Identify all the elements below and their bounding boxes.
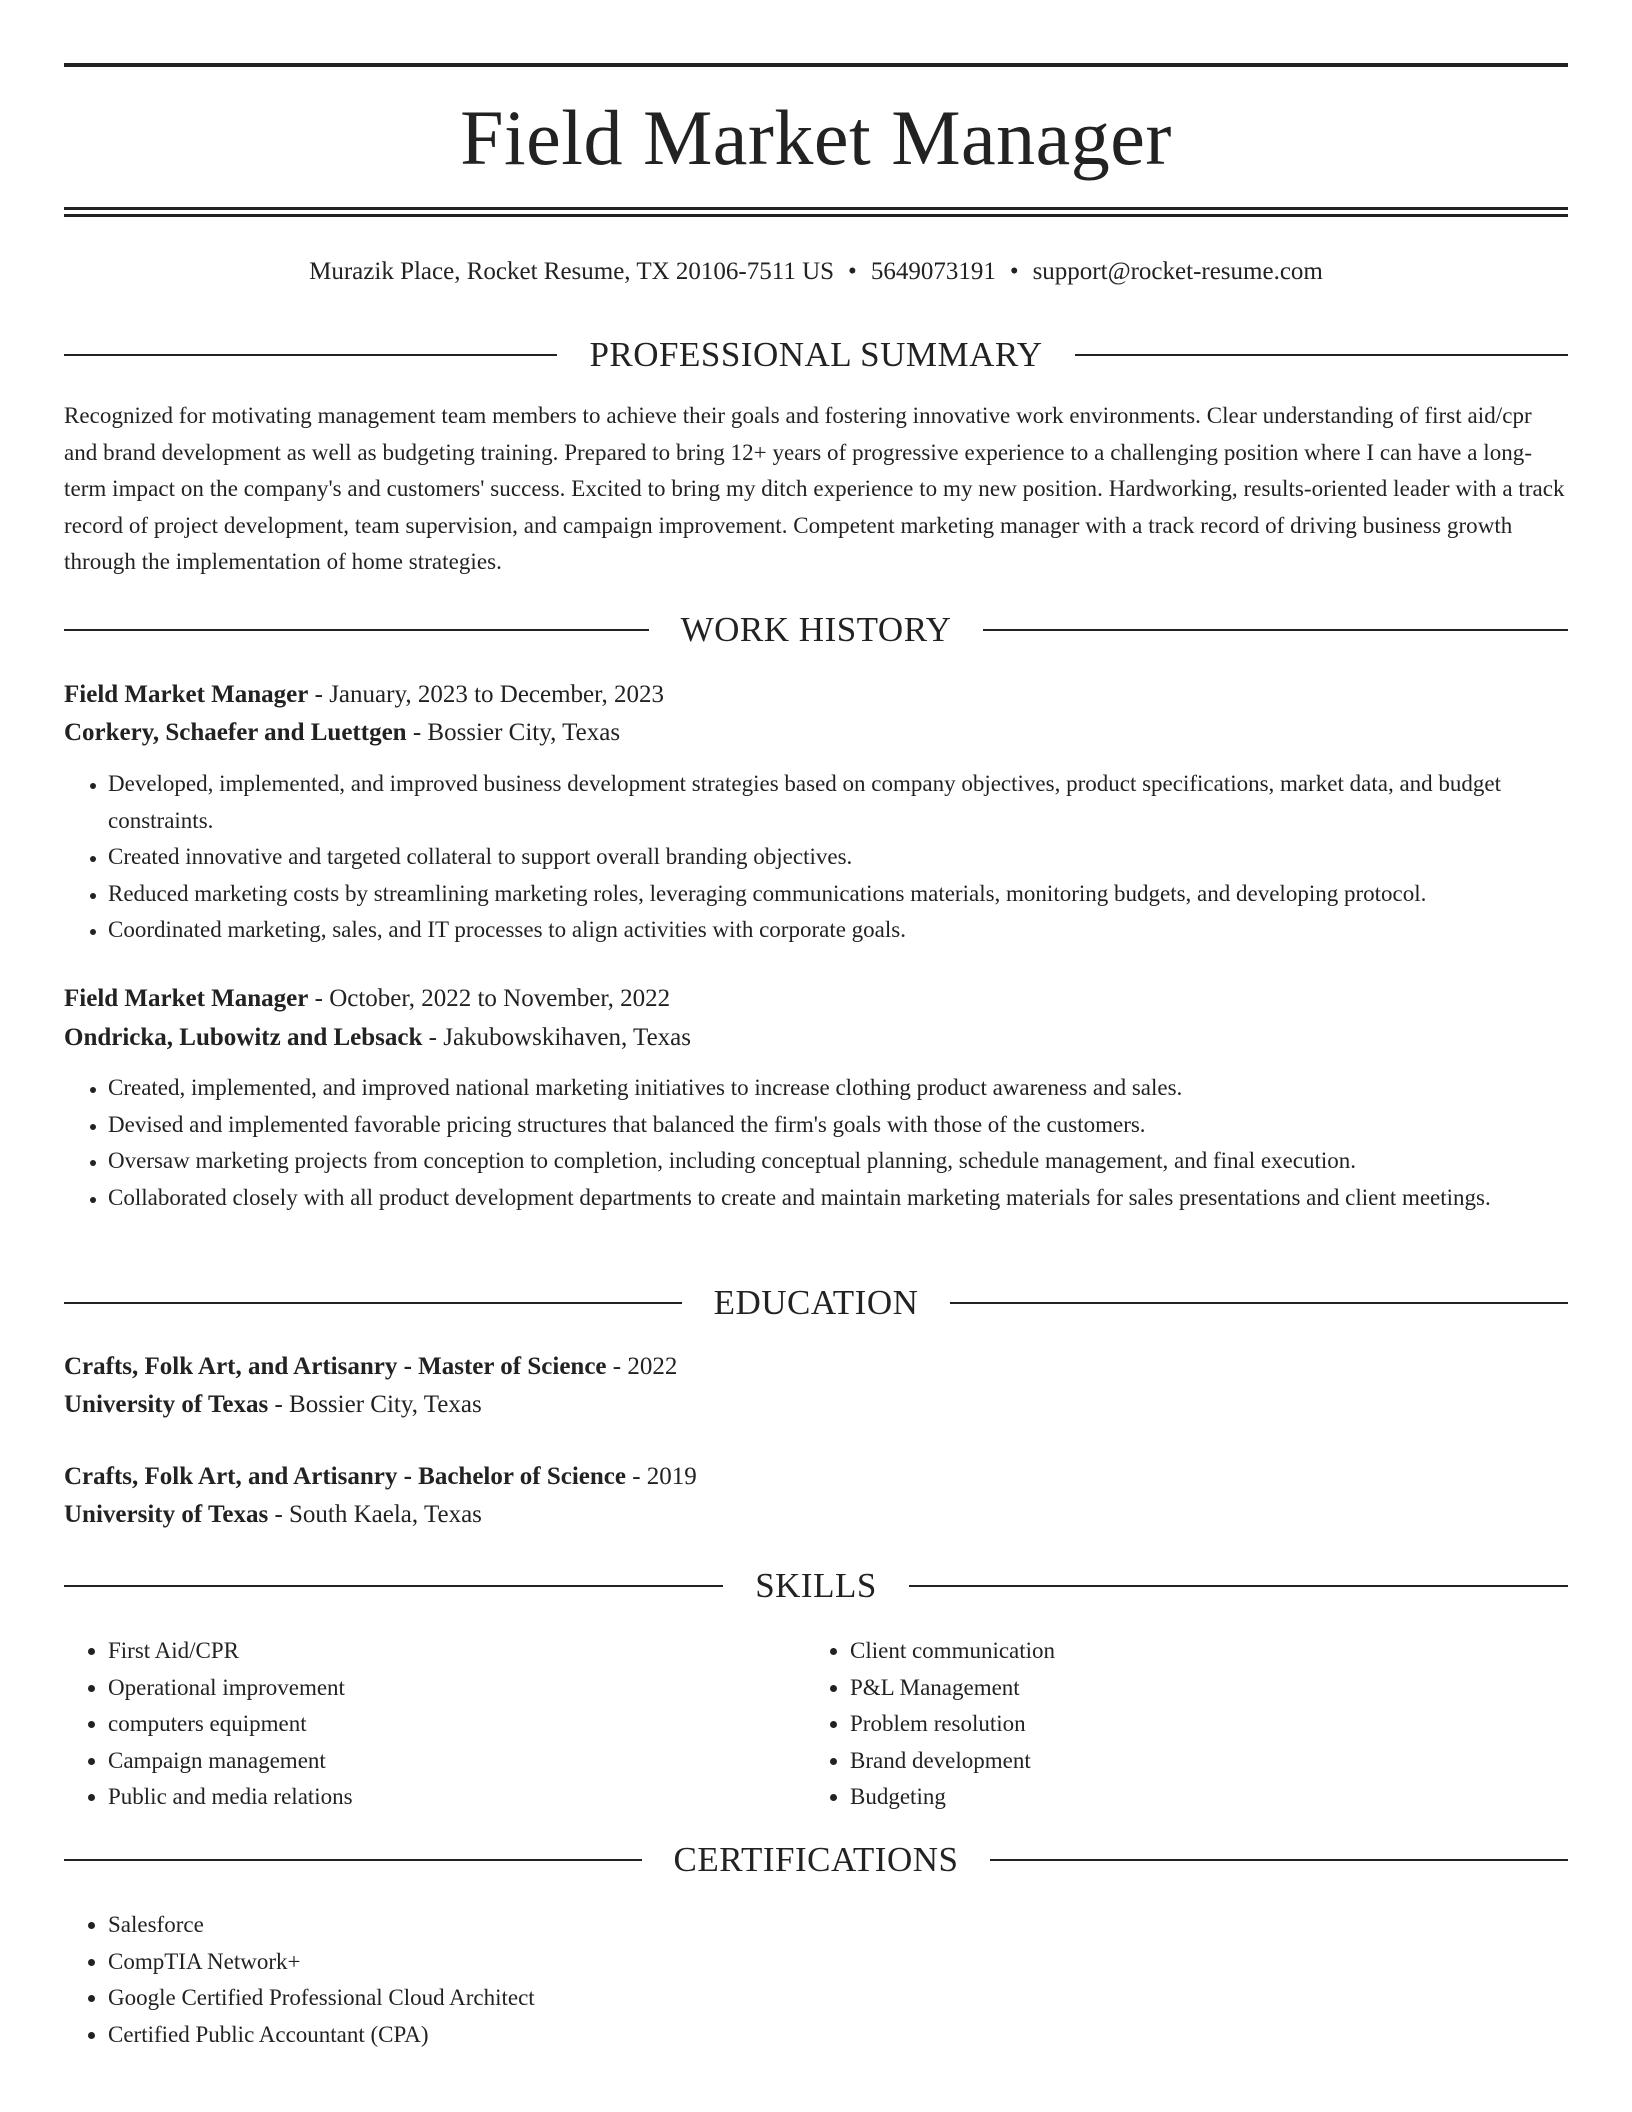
section-rule [983, 629, 1568, 631]
summary-text: Recognized for motivating management team members to achieve their goals and fostering innovative work environments. Clear understanding of first aid/cpr and brand development as well as budgeting training. Prepared to bring 12+ years of progressive experience to a challenging position where I can have a long-term impact on the company's and customers' success. Excited to bring my ditch experience to my new position. Hardworking, results-oriented leader with a track record of project development, team supervision, and campaign improvement. Competent marketing manager with a track record of driving business growth through the implementation of home strategies. [64, 403, 1565, 574]
list-item: • Operational improvement [108, 1670, 808, 1707]
job-location: - Bossier City, Texas [406, 719, 621, 746]
education-location: - Bossier City, Texas [268, 1391, 482, 1418]
job-role: Field Market Manager [64, 985, 309, 1012]
section-rule [950, 1302, 1568, 1304]
contact-email[interactable]: support@rocket-resume.com [1032, 258, 1323, 285]
job-dates: - January, 2023 to December, 2023 [308, 681, 664, 708]
education-location: - South Kaela, Texas [268, 1501, 482, 1528]
section-header-work-history [64, 608, 1568, 652]
list-item: • Google Certified Professional Cloud Architect [108, 1980, 1508, 2017]
list-item: • Certified Public Accountant (CPA) [108, 2017, 1508, 2054]
education-year: - 2022 [606, 1353, 678, 1380]
section-rule [990, 1859, 1568, 1861]
job-bullet-list [64, 766, 1568, 949]
section-rule [64, 1302, 682, 1304]
list-item: • Campaign management [108, 1743, 808, 1780]
job-company-line [64, 714, 1568, 752]
job-title-line [64, 980, 1568, 1018]
contact-line [64, 254, 1568, 290]
list-item: • Reduced marketing costs by streamlining marketing roles, leveraging communications materials, monitoring budgets, and developing protocol. [108, 876, 1568, 913]
section-title: PROFESSIONAL SUMMARY [589, 335, 1043, 374]
list-item: • Client communication [850, 1633, 1550, 1670]
section-title: SKILLS [755, 1566, 877, 1605]
list-item: • Public and media relations [108, 1779, 808, 1816]
list-item: • Coordinated marketing, sales, and IT processes to align activities with corporate goals. [108, 912, 1568, 949]
section-rule [64, 354, 557, 356]
list-item: • P&L Management [850, 1670, 1550, 1707]
education-school-line [64, 1386, 1568, 1424]
list-item: • Salesforce [108, 1907, 1508, 1944]
list-item: • Budgeting [850, 1779, 1550, 1816]
section-rule [64, 1585, 723, 1587]
list-item: • Problem resolution [850, 1706, 1550, 1743]
list-item: • CompTIA Network+ [108, 1944, 1508, 1981]
section-rule [64, 629, 649, 631]
education-school-line [64, 1496, 1568, 1534]
job-bullet-list [64, 1070, 1568, 1216]
education-school: University of Texas [64, 1391, 269, 1418]
education-degree: Crafts, Folk Art, and Artisanry - Bachelor of Science [64, 1463, 626, 1490]
list-item: • First Aid/CPR [108, 1633, 808, 1670]
list-item: • Devised and implemented favorable pricing structures that balanced the firm's goals with those of the customers. [108, 1107, 1568, 1144]
contact-phone: 5649073191 [870, 258, 996, 285]
job-company-line [64, 1019, 1568, 1057]
education-degree-line [64, 1348, 1568, 1386]
contact-address: Murazik Place, Rocket Resume, TX 20106-7511 US [309, 258, 835, 285]
job-company: Ondricka, Lubowitz and Lebsack [64, 1024, 423, 1051]
skills-list-right [806, 1633, 1550, 1816]
top-rule [64, 63, 1568, 67]
list-item: • Developed, implemented, and improved business development strategies based on company objectives, product specifications, market data, and budget constraints. [108, 766, 1568, 839]
section-rule [64, 1859, 642, 1861]
contact-separator: • [848, 258, 857, 285]
skills-list-left [64, 1633, 808, 1816]
section-header-skills [64, 1564, 1568, 1608]
title-double-rule [64, 207, 1568, 217]
job-company: Corkery, Schaefer and Luettgen [64, 719, 407, 746]
section-rule [1075, 354, 1568, 356]
job-title-line [64, 676, 1568, 714]
education-school: University of Texas [64, 1501, 269, 1528]
section-header-certifications [64, 1838, 1568, 1882]
list-item: • Oversaw marketing projects from conception to completion, including conceptual planning, schedule management, and final execution. [108, 1143, 1568, 1180]
education-degree: Crafts, Folk Art, and Artisanry - Master of Science [64, 1353, 607, 1380]
section-header-summary [64, 333, 1568, 377]
list-item: • computers equipment [108, 1706, 808, 1743]
job-dates: - October, 2022 to November, 2022 [308, 985, 671, 1012]
section-title: CERTIFICATIONS [673, 1840, 959, 1879]
page-title: Field Market Manager [460, 94, 1172, 181]
list-item: • Created, implemented, and improved national marketing initiatives to increase clothing product awareness and sales. [108, 1070, 1568, 1107]
job-role: Field Market Manager [64, 681, 309, 708]
education-degree-line [64, 1458, 1568, 1496]
list-item: • Created innovative and targeted collateral to support overall branding objectives. [108, 839, 1568, 876]
contact-separator: • [1009, 258, 1019, 285]
certifications-list [64, 1907, 1508, 2053]
job-location: - Jakubowskihaven, Texas [422, 1024, 691, 1051]
section-rule [909, 1585, 1568, 1587]
list-item: • Collaborated closely with all product development departments to create and maintain marketing materials for sales presentations and client meetings. [108, 1180, 1568, 1217]
education-year: - 2019 [625, 1463, 697, 1490]
list-item: • Brand development [850, 1743, 1550, 1780]
section-title: EDUCATION [713, 1283, 919, 1322]
section-header-education [64, 1281, 1568, 1325]
section-title: WORK HISTORY [680, 610, 952, 649]
